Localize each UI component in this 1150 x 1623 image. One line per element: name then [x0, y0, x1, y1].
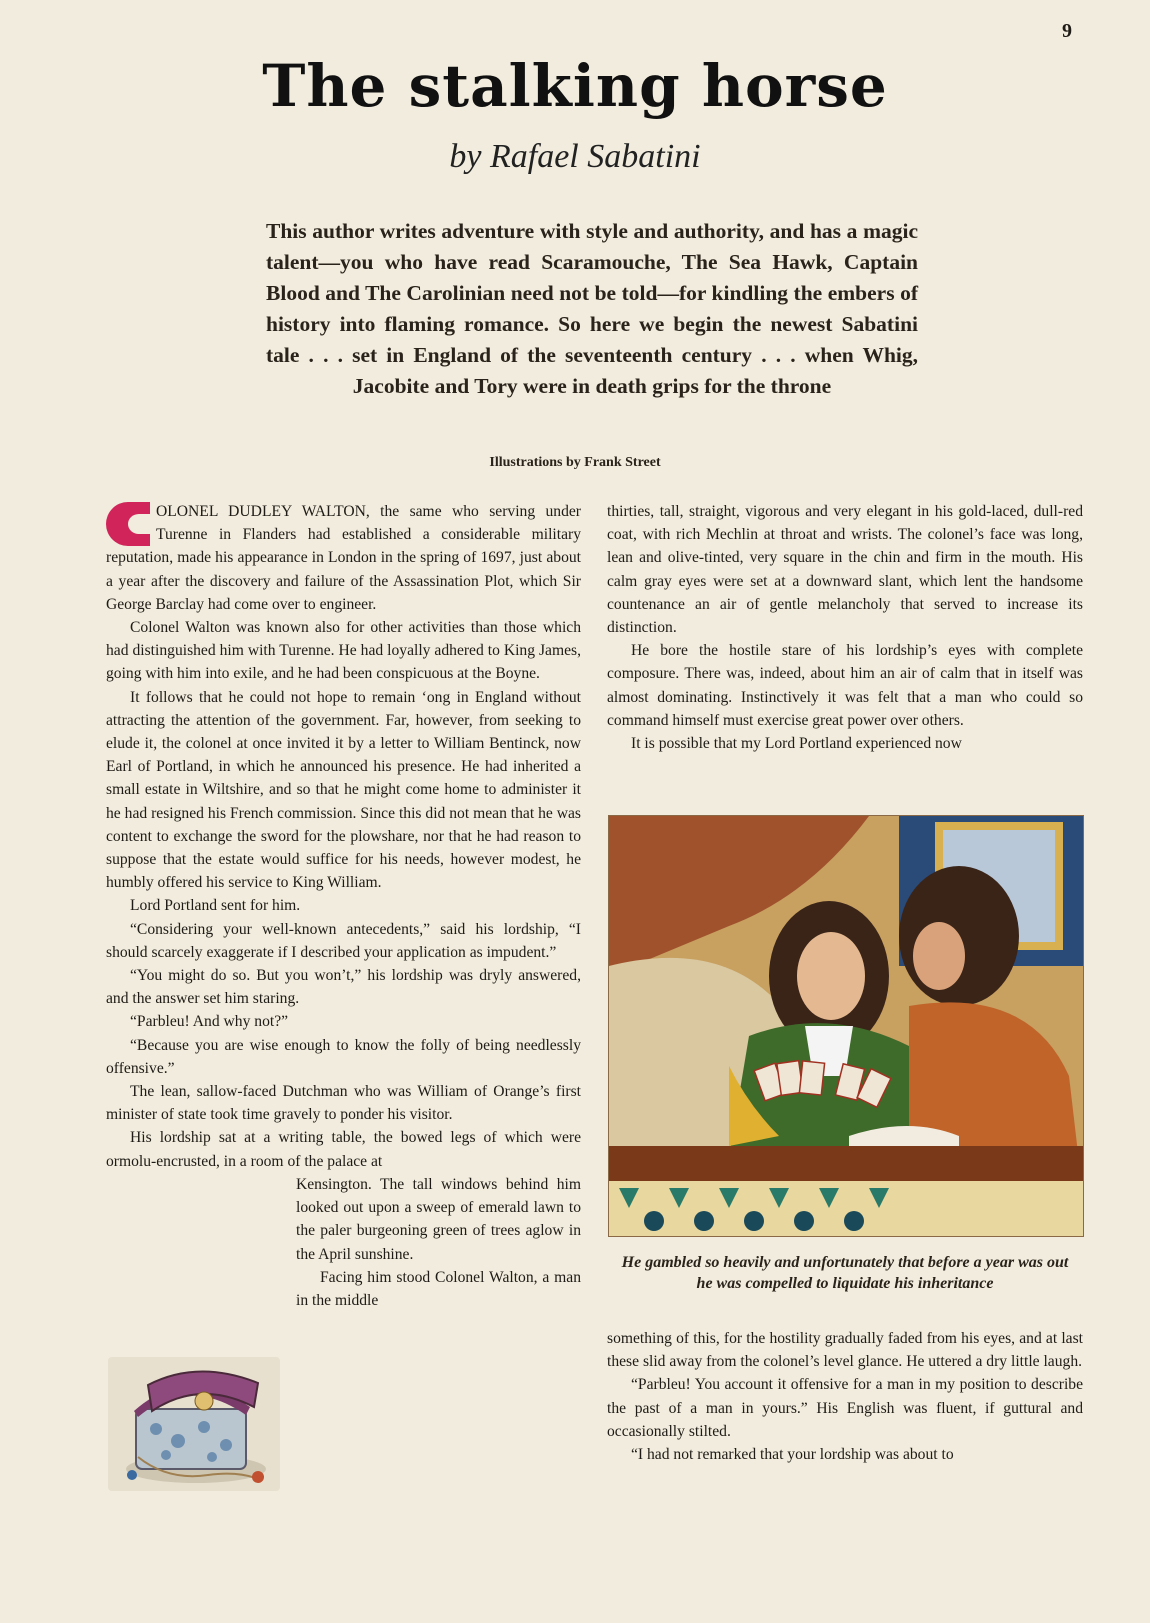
- paragraph: Kensington. The tall windows behind him looked out upon a sweep of emerald lawn to the paler burgeoning green of trees aglow in the April sunshine.: [296, 1175, 581, 1263]
- paragraph: something of this, for the hostility gradually faded from his eyes, and at last these slid away from the colonel’s level glance. He uttered a dry little laugh.: [607, 1330, 1083, 1371]
- paragraph: It is possible that my Lord Portland experienced now: [631, 735, 962, 753]
- paragraph: It follows that he could not hope to remain ‘ong in England without attracting the attention of the government. Far, however, from seeking to elude it, the colonel at once invited it by a letter to William Bentinck, now Earl of Portland, in which he announced his presence. He had inherited a small estate in Wiltshire, and so that he might come home to administer it he had resigned his French commission. Since this did not mean that he was content to exchange the sword for the plowshare, nor that he had reason to suppose that the estate would suffice for his needs, however modest, he humbly offered his service to King William.: [106, 688, 581, 892]
- right-column-bottom: [607, 1327, 1083, 1466]
- illustration-caption: He gambled so heavily and unfortunately that before a year was out he was compelled to liquidate his inheritance: [621, 1254, 1069, 1292]
- illustration-credit: Illustrations by Frank Street: [489, 455, 661, 470]
- paragraph: Facing him stood Colonel Walton, a man in the middle: [296, 1268, 581, 1309]
- paragraph: Colonel Walton was known also for other activities than those which had distinguished him with Turenne. He had loyally adhered to King James, going with him into exile, and he had been conspicuous at the Boyne.: [106, 619, 581, 683]
- paragraph: “You might do so. But you won’t,” his lordship was dryly answered, and the answer set him staring.: [106, 967, 581, 1008]
- byline: by Rafael Sabatini: [449, 138, 701, 175]
- paragraph: He bore the hostile stare of his lordship’s eyes with complete composure. There was, indeed, about him an air of calm that in itself was almost dominating. Instinctively it was felt that a man who could so command himself must exercise great power over others.: [607, 642, 1083, 729]
- opening-paragraph-text: OLONEL DUDLEY WALTON, the same who serving under Turenne in Flanders had established a considerable military reputation, made his appearance in London in the spring of 1697, just about a year after the discovery and failure of the Assassination Plot, which Sir George Barclay had come over to engineer.: [106, 503, 581, 613]
- paragraph: “Because you are wise enough to know the folly of being needlessly offensive.”: [106, 1036, 581, 1077]
- paragraph: thirties, tall, straight, vigorous and very elegant in his gold-laced, dull-red coat, with rich Mechlin at throat and wrists. The colonel’s face was long, lean and olive-tinted, very square in the chin and firm in the mouth. His calm gray eyes were set at a downward slant, which lent the handsome countenance an air of gentle melancholy that served to increase its distinction.: [607, 503, 1083, 637]
- opening-paragraph: [106, 500, 581, 616]
- paragraph: “Parbleu! You account it offensive for a man in my position to describe the past of a man in yours.” His English was fluent, if guttural and occasionally stilted.: [607, 1376, 1083, 1440]
- right-column-top: [607, 500, 1083, 755]
- article-title: The stalking horse: [262, 52, 888, 120]
- page-number: 9: [1062, 20, 1072, 42]
- paragraph: “Parbleu! And why not?”: [130, 1013, 289, 1031]
- dropcap-c: [106, 502, 150, 546]
- paragraph: “Considering your well-known antecedents,” said his lordship, “I should scarcely exaggerate if I described your application as impudent.”: [106, 920, 581, 961]
- card-game-illustration: [608, 815, 1084, 1237]
- left-column: [106, 500, 581, 1312]
- treasure-chest-illustration: [108, 1357, 280, 1491]
- paragraph: The lean, sallow-faced Dutchman who was William of Orange’s first minister of state took time gravely to ponder his visitor.: [106, 1083, 581, 1124]
- intro-blurb: This author writes adventure with style and authority, and has a magic talent—you who have read Scaramouche, The Sea Hawk, Captain Blood and The Carolinian need not be told—for kindling the embers of history into flaming romance. So here we begin the newest Sabatini tale . . . set in England of the seventeenth century . . . when Whig, Jacobite and Tory were in death grips for the throne: [266, 219, 918, 398]
- paragraph: His lordship sat at a writing table, the bowed legs of which were ormolu-encrusted, in a room of the palace at: [106, 1129, 581, 1170]
- paragraph: “I had not remarked that your lordship was about to: [631, 1446, 954, 1464]
- paragraph: Lord Portland sent for him.: [130, 897, 301, 915]
